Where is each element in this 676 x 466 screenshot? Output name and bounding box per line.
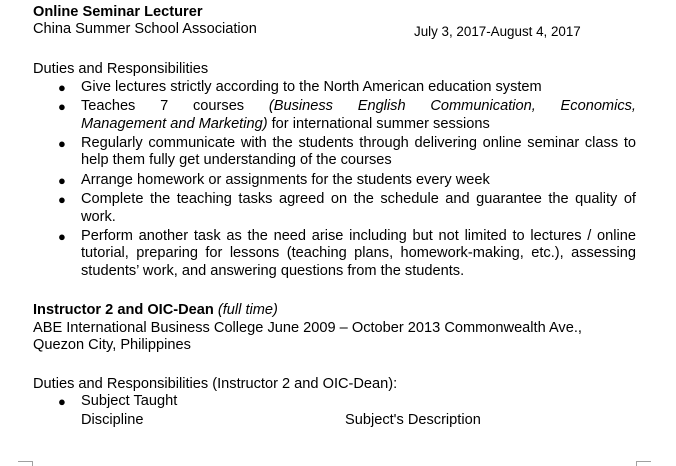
duty-text: Subject Taught	[81, 392, 178, 409]
subject-table-header	[33, 412, 636, 430]
list-item	[33, 98, 636, 133]
bullet-icon: ●	[58, 79, 66, 95]
duty-text: Complete the teaching tasks agreed on the schedule and guarantee the quality of work.	[81, 191, 636, 225]
duty-courses-cont: Management and Marketing)	[81, 115, 268, 132]
list-item	[33, 135, 636, 170]
spacer	[33, 282, 636, 302]
duty-text: Regularly communicate with the students through delivering online seminar class to help them fully get understanding of the courses	[81, 135, 636, 169]
duty-courses: (Business English Communication, Economics,	[268, 98, 636, 115]
page-corner-mark-right	[636, 461, 651, 466]
list-item	[33, 191, 636, 226]
bullet-icon: ●	[58, 99, 66, 115]
resume-document	[33, 4, 636, 430]
duty-text: Perform another task as the need arise including but not limited to lectures / online tutorial, preparing for lessons (teaching plans, homework-making, etc.), assessing students’ work, and answering questions from the students.	[81, 228, 636, 279]
page-corner-mark-left	[18, 461, 33, 466]
job2-title-note: (full time)	[217, 302, 278, 319]
column-header-description: Subject's Description	[345, 412, 481, 429]
duty-text: Arrange homework or assignments for the students every week	[81, 171, 490, 188]
duty-text: Give lectures strictly according to the North American education system	[81, 78, 542, 95]
bullet-icon: ●	[58, 172, 66, 188]
bullet-icon: ●	[58, 393, 66, 409]
list-item	[33, 172, 636, 189]
duty-text: for international summer sessions	[267, 115, 490, 132]
list-item	[33, 79, 636, 96]
job2-duties-label: Duties and Responsibilities (Instructor 2 and OIC-Dean):	[33, 375, 398, 392]
job1-employer: China Summer School Association	[33, 21, 257, 38]
job1-dates: July 3, 2017-August 4, 2017	[414, 24, 581, 40]
list-item	[33, 393, 636, 410]
job2-title: Instructor 2 and OIC-Dean	[33, 302, 214, 319]
duty-text: Teaches 7 courses	[81, 98, 269, 115]
job1-employer-line	[33, 21, 636, 40]
spacer	[33, 40, 636, 61]
job1-duties-list	[33, 79, 636, 280]
list-item	[33, 228, 636, 280]
spacer	[33, 355, 636, 376]
job1-duties-label: Duties and Responsibilities	[33, 61, 209, 78]
job1-title: Online Seminar Lecturer	[33, 4, 203, 20]
job2-employer-line: ABE International Business College June 2009 – October 2013 Commonwealth Ave., Quezon City, Philippines	[33, 319, 582, 354]
bullet-icon: ●	[58, 192, 66, 208]
bullet-icon: ●	[58, 229, 66, 245]
duty-text-line	[81, 98, 636, 115]
column-header-discipline: Discipline	[81, 412, 144, 429]
job2-title-line	[33, 302, 636, 319]
job2-duties-list	[33, 393, 636, 410]
bullet-icon: ●	[58, 136, 66, 152]
